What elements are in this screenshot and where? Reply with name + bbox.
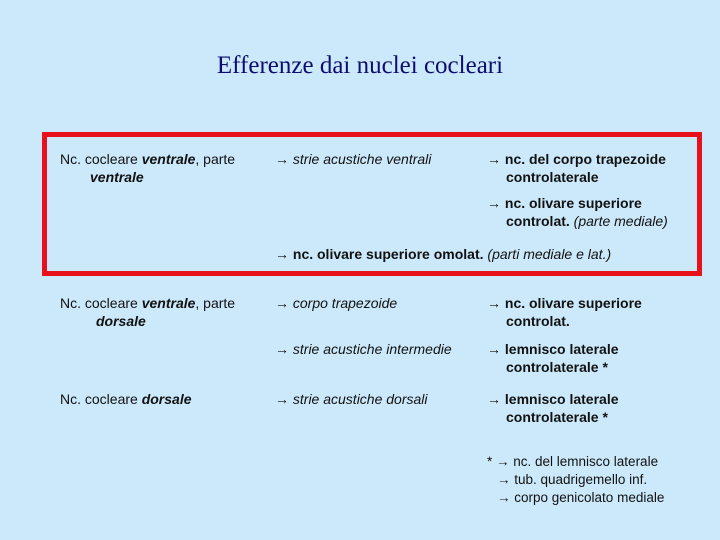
- nucleus-dorsal: Nc. cocleare dorsale: [60, 391, 192, 407]
- page-title: Efferenze dai nuclei cocleari: [216, 52, 504, 79]
- target-olivary-superior-line2: controlat.: [506, 313, 570, 329]
- nucleus-ventral-part-dorsal-line2: dorsale: [96, 313, 146, 329]
- nucleus-ventral-part-ventral: Nc. cocleare ventrale, parte: [60, 151, 236, 167]
- path-ventral-striae: → strie acustiche ventrali: [275, 151, 432, 167]
- target-olivary-superior: → nc. olivare superiore: [487, 295, 642, 311]
- target-lateral-lemniscus-2-line2: controlaterale *: [506, 409, 608, 425]
- target-lateral-lemniscus-2: → lemnisco laterale: [487, 391, 619, 407]
- target-lateral-lemniscus-1-line2: controlaterale *: [506, 359, 608, 375]
- target-trapezoid-nucleus: → nc. del corpo trapezoide: [487, 151, 666, 167]
- nucleus-ventral-part-ventral-line2: ventrale: [90, 169, 144, 185]
- path-intermediate-striae: → strie acustiche intermedie: [275, 341, 452, 357]
- nucleus-ventral-part-dorsal: Nc. cocleare ventrale, parte: [60, 295, 236, 311]
- target-olivary-ipsilateral: → nc. olivare superiore omolat. (parti mediale e lat.): [275, 246, 612, 262]
- path-trapezoid-body: → corpo trapezoide: [275, 295, 398, 311]
- footnote-line-2: → tub. quadrigemello inf.: [497, 472, 648, 487]
- target-trapezoid-nucleus-line2: controlaterale: [506, 169, 599, 185]
- footnote-line-3: → corpo genicolato mediale: [497, 490, 665, 505]
- target-olivary-contralateral: → nc. olivare superiore: [487, 195, 642, 211]
- target-lateral-lemniscus-1: → lemnisco laterale: [487, 341, 619, 357]
- footnote-line-1: * → nc. del lemnisco laterale: [487, 454, 659, 469]
- target-olivary-contralateral-line2: controlat. (parte mediale): [506, 213, 668, 229]
- path-dorsal-striae: → strie acustiche dorsali: [275, 391, 428, 407]
